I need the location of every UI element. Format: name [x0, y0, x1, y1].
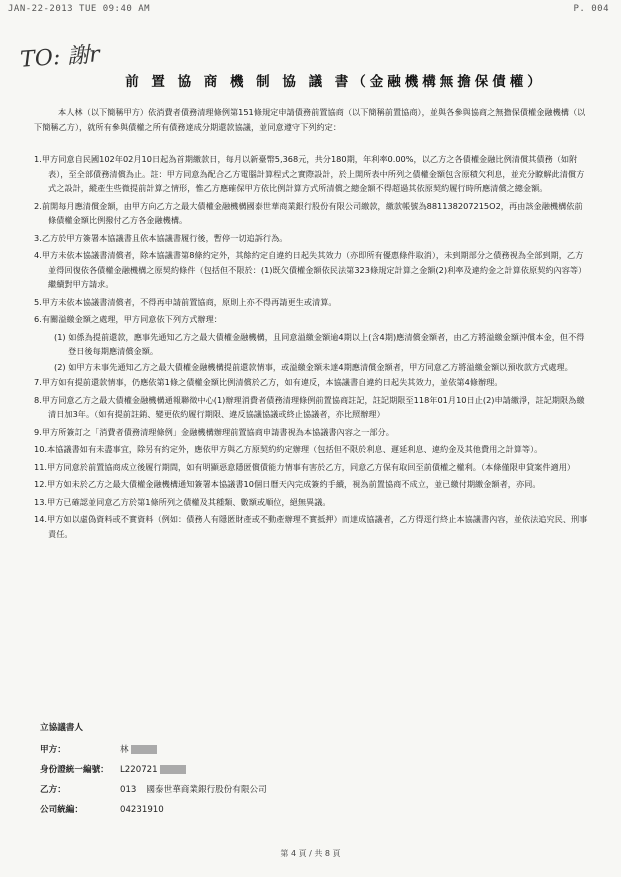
clause-number: 12.: [34, 479, 48, 489]
clause-item: [34, 425, 590, 440]
clause-number: 6.: [34, 314, 42, 324]
party-b-code: 013: [120, 785, 137, 795]
clause-text: 甲方如未於乙方之最大債權金融機構通知簽署本協議書10個日曆天內完成簽約手續，視為前置協商不成立，並已繳付期繳金額者，亦同。: [47, 479, 541, 489]
clause-text: 甲方已確認並同意乙方於第1條所列之債權及其種類、數額或順位，絕無異議。: [47, 496, 331, 507]
clause-number: 3.: [34, 232, 42, 243]
clause-number: 14.: [34, 514, 48, 524]
clause-item: [34, 495, 590, 510]
party-b-row: [40, 780, 267, 800]
clause-item: [34, 152, 590, 196]
party-b-label: 乙方：: [40, 785, 66, 795]
clause-text: 前開每月應清償金額，由甲方向乙方之最大債權金融機構國泰世華商業銀行股份有限公司繳款，繳款帳號為881138207215O2，再由該金融機構依前條債權金額比例撥付乙方各金融機構。: [41, 200, 583, 225]
clause-item: [34, 312, 590, 327]
document-title: 前 置 協 商 機 制 協 議 書（金融機構無擔保債權）: [125, 74, 545, 90]
clause-text: 乙方於甲方簽署本協議書且依本協議書履行後，暫停一切追訴行為。: [41, 232, 288, 243]
id-row: [40, 760, 267, 780]
clause-text: 甲方同意乙方之最大債權金融機構通報聯徵中心(1)辦理消費者債務清理條例前置協商註記，註記期限至118年01月10日止(2)申請繳淨，註記期限為繳清日加3年。（如有提前註銷、變更依約履行期限、違反協議協議或終止協議者，亦比照辦理）: [41, 394, 585, 419]
clause-number: 11.: [34, 461, 48, 472]
clause-text: (2) 如甲方未事先通知乙方之最大債權金融機構提前還款情事，或溢繳金額未達4期應清償金額者，甲方同意乙方將溢繳金額以預收款方式處理。: [54, 361, 573, 372]
clause-item: [34, 512, 590, 541]
party-a-name: 林: [120, 740, 157, 760]
clause-item: [34, 231, 590, 246]
signature-block: [40, 718, 267, 820]
fax-header-page: P. 004: [573, 4, 609, 14]
clause-number: 2.: [34, 200, 42, 211]
party-a-label: 甲方：: [40, 745, 66, 755]
handwritten-to-note: TO: 謝r: [19, 42, 101, 73]
clause-number: 13.: [34, 496, 48, 507]
clause-number: 1.: [34, 154, 42, 164]
clause-item: [34, 442, 590, 457]
clause-number: 10.: [34, 444, 48, 454]
clause-number: 9.: [34, 426, 42, 437]
clause-text: 甲方未依本協議書清償者，除本協議書第8條約定外，其餘約定自違約日起失其效力（亦即所有優惠條件取消），未到期部分之債務視為全部到期，乙方並得回復依各債權金融機構之原契約條件（包括但不限於：(1)既欠債權金額依民法第323條規定計算之金額(2)利率及違約金之計算依原契約內容等）繼續對甲方請求。: [41, 250, 587, 289]
clause-item: [34, 477, 590, 492]
clause-item: [34, 295, 590, 310]
clause-subitem: [34, 330, 590, 359]
tax-row: [40, 800, 267, 820]
clause-number: 4.: [34, 250, 42, 260]
clause-subitem: [34, 360, 590, 375]
id-value: L220721: [120, 760, 186, 780]
clause-item: [34, 393, 590, 422]
fax-header-timestamp: JAN-22-2013 TUE 09:40 AM: [8, 4, 151, 14]
clause-text: (1) 如係為提前還款，應事先通知乙方之最大債權金融機構，且同意溢繳金額逾4期以上(含4期)應清償金額者，由乙方將溢繳金額沖償本金，但不得登日後每期應清償金額。: [54, 331, 585, 356]
clause-text: 甲方如有提前還款情事，仍應依第1條之債權金額比例清償於乙方，如有違反，本協議書自違約日起失其效力，並依第4條辦理。: [41, 377, 503, 387]
clause-number: 5.: [34, 296, 42, 307]
clause-item: [34, 248, 590, 292]
id-label: 身份證統一編號：: [40, 765, 109, 775]
page-footer: 第 4 頁 / 共 8 頁: [280, 849, 341, 858]
tax-id-label: 公司統編：: [40, 805, 83, 815]
signature-heading: 立協議書人: [40, 723, 83, 733]
redaction-block: [131, 745, 157, 754]
party-a-row: [40, 740, 267, 760]
clause-text: 甲方未依本協議書清償者，不得再申請前置協商，原則上亦不得再請更生或清算。: [41, 296, 337, 307]
clause-number: 8.: [34, 394, 42, 405]
clause-item: [34, 375, 590, 390]
clause-text: 甲方同意自民國102年02月10日起為首期繳款日，每月以新臺幣5,368元，共分180期，年利率0.00%，以乙方之各債權金融比例清償其債務（如附表），至全部債務清償為止。註：甲方同意為配合乙方電腦計算程式之實際設計，於上開所表中所列之債權金額包含原積欠利息，並充分瞭解此清償方式之設計，縱產生些微提前計算之情形，惟乙方應確保甲方依比例計算方式所清償之總金額不得超過其依原契約履行時所應清償之總金額。: [41, 154, 585, 193]
intro-paragraph: 本人林（以下簡稱甲方）依消費者債務清理條例第151條規定申請債務前置協商（以下簡稱前置協商），並與各參與協商之無擔保債權金融機構（以下簡稱乙方），就所有參與債權之所有債務達成分期還款協議，並同意遵守下列約定：: [34, 107, 586, 132]
party-b-name: 國泰世華商業銀行股份有限公司: [146, 785, 267, 795]
clause-list: [34, 152, 590, 544]
clause-text: 有關溢繳金額之處理，甲方同意依下列方式辦理：: [41, 314, 222, 324]
tax-id-value: 04231910: [120, 805, 164, 815]
clause-text: 本協議書如有未盡事宜，除另有約定外，應依甲方與乙方原契約約定辦理（包括但不限於利息、遲延利息、違約金及其他費用之計算等）。: [47, 444, 543, 454]
clause-text: 甲方所簽訂之「消費者債務清理條例」金融機構辦理前置協商申請書視為本協議書內容之一部分。: [41, 426, 394, 437]
clause-number: 7.: [34, 377, 42, 387]
redaction-block: [160, 765, 186, 774]
clause-item: [34, 460, 590, 475]
clause-item: [34, 199, 590, 228]
clause-text: 甲方同意於前置協商成立後履行期間，如有明顯惡意隱匿償債能力情事有害於乙方，同意乙方保有取回至前債權之權利。（本條僅限申貸案件適用）: [47, 461, 576, 472]
clause-text: 甲方如以虛偽資料或不實資料（例如：債務人有隱匿財產或不動產辦理不實抵押）而達成協議者，乙方得逕行終止本協議書內容，並依法追究民、刑事責任。: [47, 514, 588, 539]
